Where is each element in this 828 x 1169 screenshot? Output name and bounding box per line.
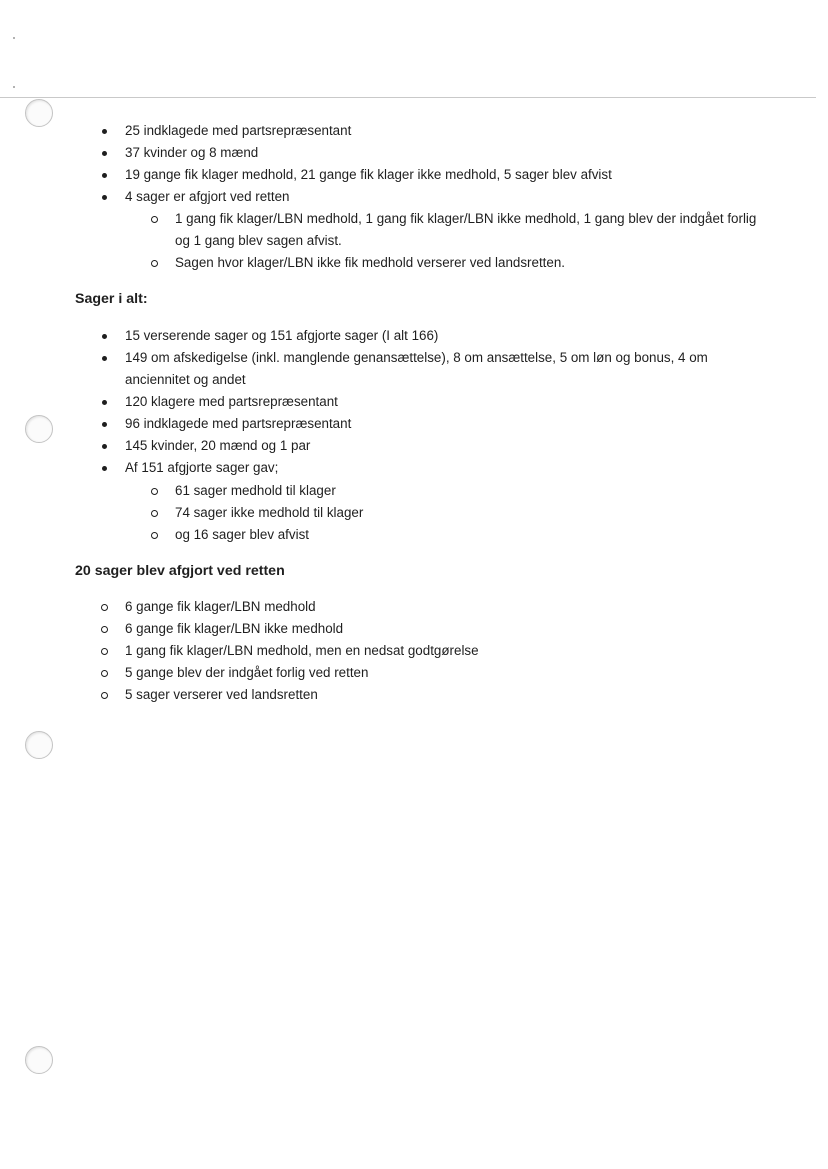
circle-bullet-icon xyxy=(151,532,158,539)
circle-bullet-icon xyxy=(151,260,158,267)
punch-hole-icon xyxy=(25,99,53,127)
section-heading: Sager i alt: xyxy=(75,291,148,307)
court-list xyxy=(125,596,745,706)
list-item: 6 gange fik klager/LBN medhold xyxy=(125,596,745,618)
list-item: 145 kvinder, 20 mænd og 1 par xyxy=(125,435,745,457)
bullet-icon xyxy=(102,173,107,178)
circle-bullet-icon xyxy=(101,648,108,655)
bullet-icon xyxy=(102,422,107,427)
circle-bullet-icon xyxy=(151,488,158,495)
scan-speck xyxy=(13,37,15,39)
total-list xyxy=(125,325,745,479)
list-item: 25 indklagede med partsrepræsentant xyxy=(125,120,765,142)
bullet-icon xyxy=(102,195,107,200)
bullet-icon xyxy=(102,356,107,361)
bullet-icon xyxy=(102,334,107,339)
bullet-icon xyxy=(102,444,107,449)
list-item: 19 gange fik klager medhold, 21 gange fik klager ikke medhold, 5 sager blev afvist xyxy=(125,164,765,186)
list-item: og 16 sager blev afvist xyxy=(175,524,675,546)
list-item: 4 sager er afgjort ved retten xyxy=(125,186,765,208)
circle-bullet-icon xyxy=(101,626,108,633)
list-item: 61 sager medhold til klager xyxy=(175,480,675,502)
list-item: 1 gang fik klager/LBN medhold, men en nedsat godtgørelse xyxy=(125,640,745,662)
bullet-icon xyxy=(102,466,107,471)
list-item: 5 gange blev der indgået forlig ved retten xyxy=(125,662,745,684)
list-item: 5 sager verserer ved landsretten xyxy=(125,684,745,706)
list-item: 96 indklagede med partsrepræsentant xyxy=(125,413,745,435)
bullet-icon xyxy=(102,400,107,405)
list-item: Sagen hvor klager/LBN ikke fik medhold verserer ved landsretten. xyxy=(175,252,760,274)
scan-speck xyxy=(13,86,15,88)
header-rule xyxy=(0,97,816,98)
punch-hole-icon xyxy=(25,415,53,443)
circle-bullet-icon xyxy=(151,510,158,517)
circle-bullet-icon xyxy=(101,604,108,611)
list-item: 37 kvinder og 8 mænd xyxy=(125,142,765,164)
list-item: 1 gang fik klager/LBN medhold, 1 gang fik klager/LBN ikke medhold, 1 gang blev der indgået forlig og 1 gang blev sagen afvist. xyxy=(175,208,760,252)
punch-hole-icon xyxy=(25,1046,53,1074)
section-heading: 20 sager blev afgjort ved retten xyxy=(75,563,285,579)
summary-list xyxy=(125,120,765,208)
bullet-icon xyxy=(102,129,107,134)
circle-bullet-icon xyxy=(101,670,108,677)
circle-bullet-icon xyxy=(101,692,108,699)
total-sublist xyxy=(175,480,675,546)
list-item: 15 verserende sager og 151 afgjorte sager (I alt 166) xyxy=(125,325,745,347)
list-item: Af 151 afgjorte sager gav; xyxy=(125,457,745,479)
list-item: 149 om afskedigelse (inkl. manglende genansættelse), 8 om ansættelse, 5 om løn og bonus, 4 om anciennitet og andet xyxy=(125,347,745,391)
bullet-icon xyxy=(102,151,107,156)
summary-sublist xyxy=(175,208,760,274)
list-item: 74 sager ikke medhold til klager xyxy=(175,502,675,524)
list-item: 120 klagere med partsrepræsentant xyxy=(125,391,745,413)
circle-bullet-icon xyxy=(151,216,158,223)
punch-hole-icon xyxy=(25,731,53,759)
list-item: 6 gange fik klager/LBN ikke medhold xyxy=(125,618,745,640)
